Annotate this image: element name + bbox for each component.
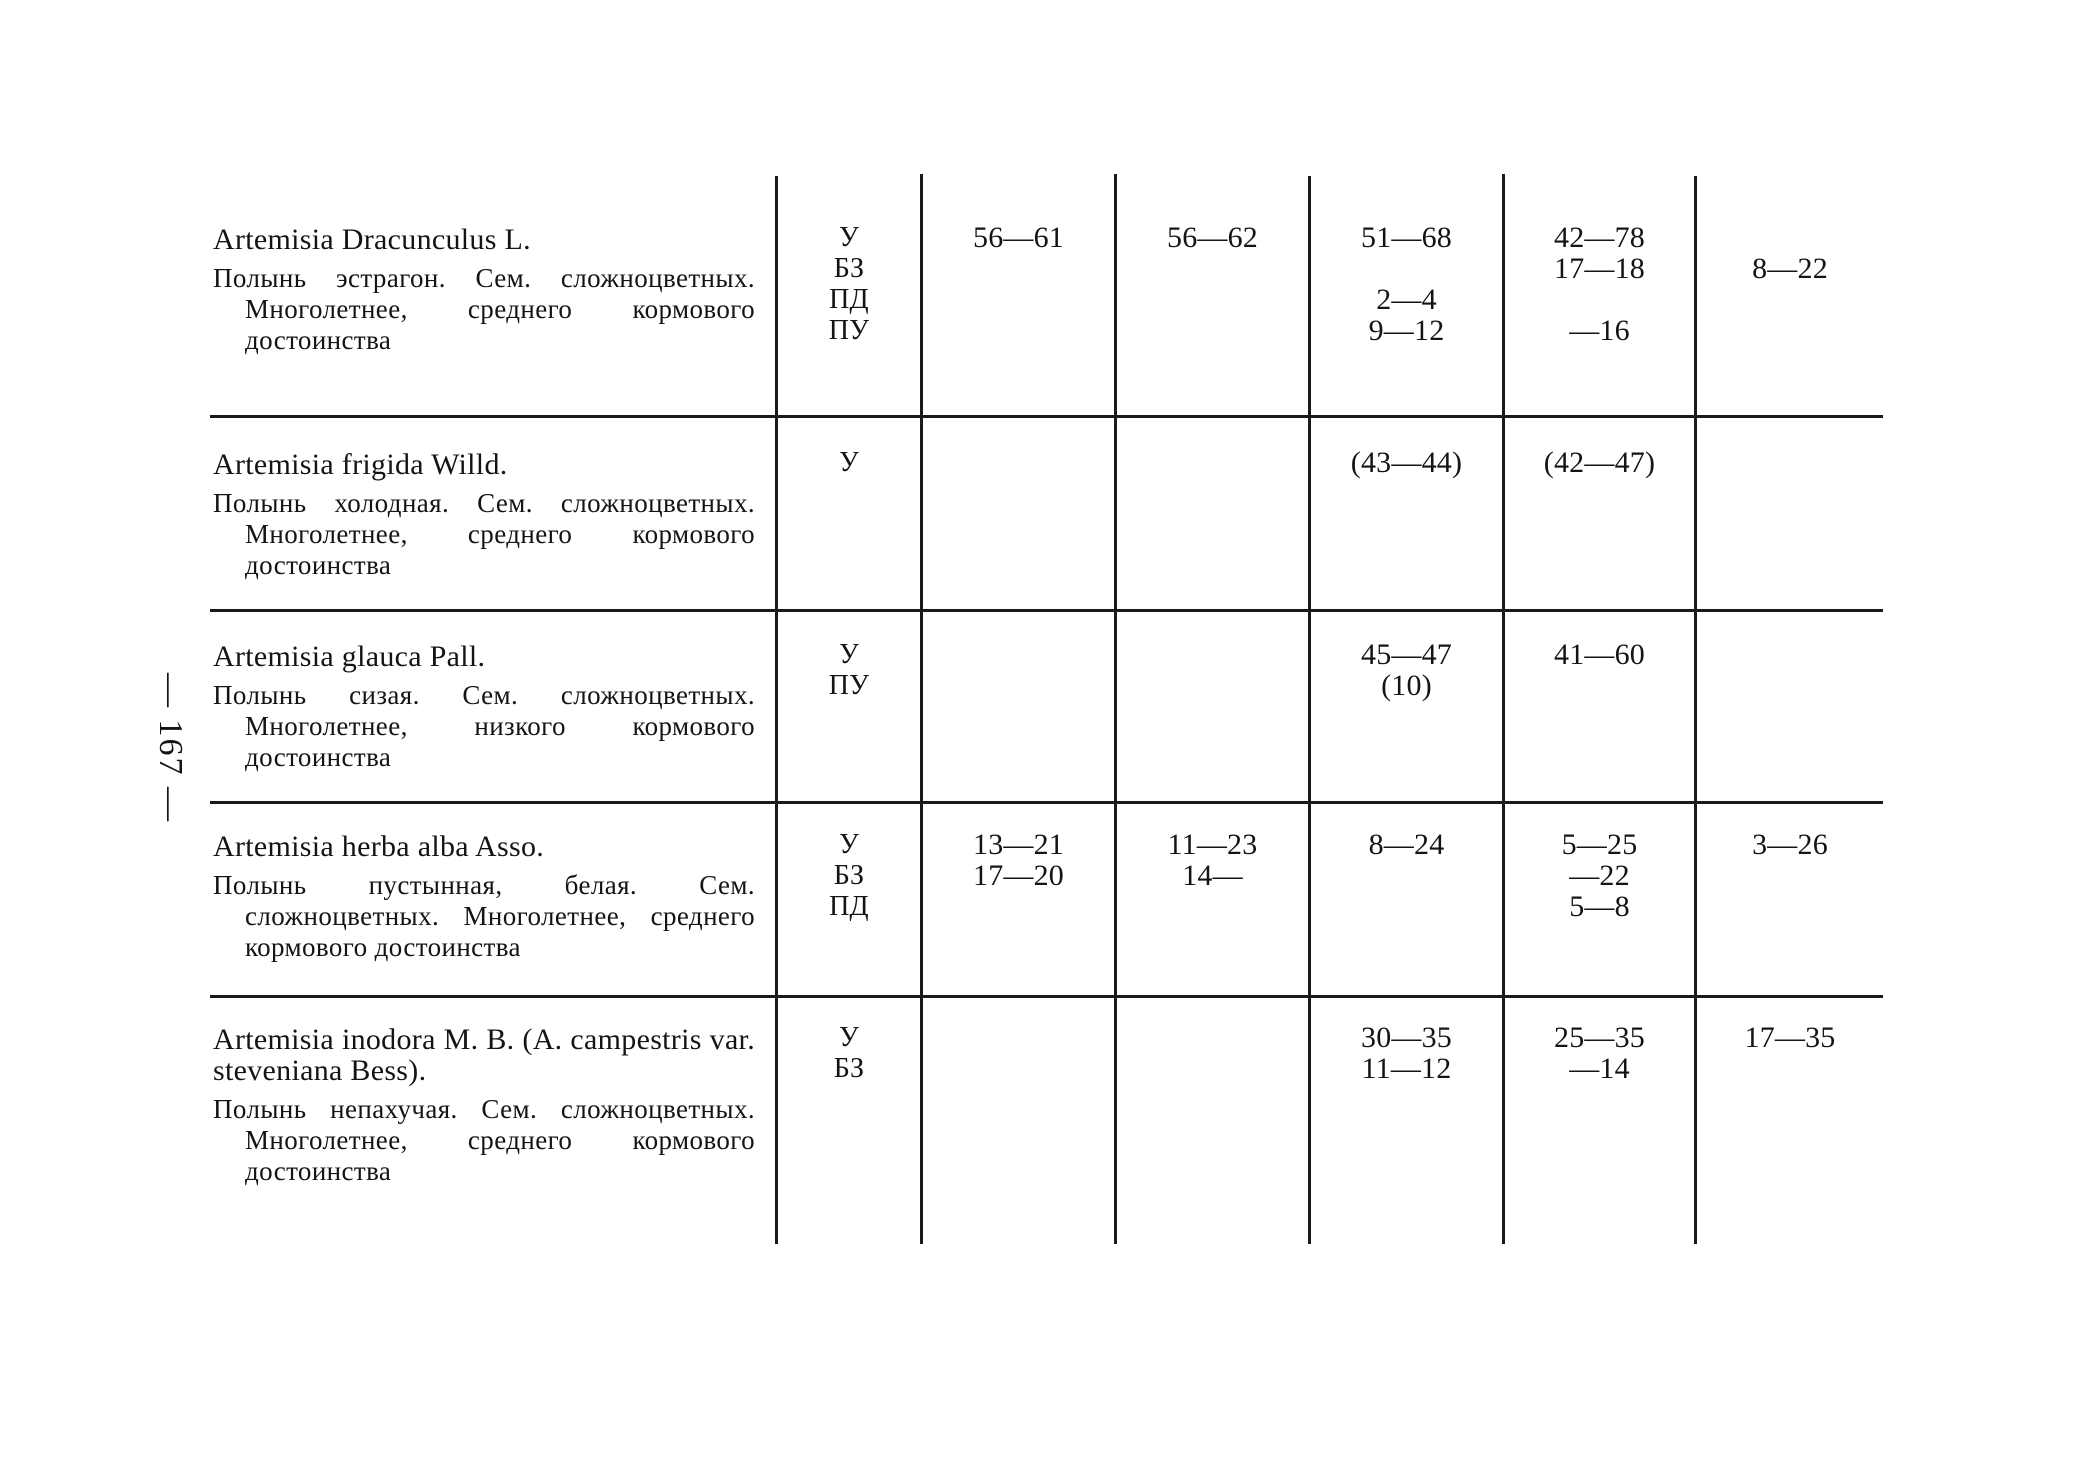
row-separator (210, 415, 1883, 418)
latin-name: Artemisia inodora M. B. (A. campestris var. steveniana Bess). (213, 1023, 755, 1087)
value-cell: 30—35 11—12 (1361, 1021, 1452, 1085)
species-cell (213, 641, 755, 773)
species-description: Полынь непахучая. Сем. сложноцветных. Многолетнее, среднего кормового достоинства (213, 1094, 755, 1186)
zone-cell: У ПУ (828, 639, 870, 701)
value-cell: 45—47 (10) (1361, 638, 1452, 702)
latin-name: Artemisia herba alba Asso. (213, 830, 545, 863)
species-cell (213, 831, 755, 963)
species-cell (213, 449, 755, 581)
value-cell: 5—25 —22 5—8 (1561, 828, 1638, 923)
value-cell: 8—22 (1752, 252, 1828, 285)
latin-name: Artemisia glauca Pall. (213, 640, 486, 673)
value-cell: 42—78 17—18 —16 (1554, 221, 1645, 347)
value-cell: 11—23 14— (1167, 828, 1258, 892)
row-separator (210, 801, 1883, 804)
zone-cell: У БЗ ПД ПУ (828, 222, 870, 346)
value-cell: 25—35 —14 (1554, 1021, 1645, 1085)
column-rule (1114, 174, 1117, 1244)
value-cell: 41—60 (1554, 638, 1645, 671)
value-cell: (42—47) (1543, 446, 1656, 479)
value-cell: 13—21 17—20 (973, 828, 1064, 892)
species-description: Полынь холодная. Сем. сложноцветных. Многолетнее, среднего кормового достоинства (213, 488, 755, 580)
value-cell: 56—62 (1167, 221, 1258, 254)
value-cell: (43—44) (1350, 446, 1463, 479)
species-description: Полынь сизая. Сем. сложноцветных. Многолетнее, низкого кормового достоинства (213, 680, 755, 772)
latin-name: Artemisia Dracunculus L. (213, 223, 531, 256)
value-cell: 8—24 (1368, 828, 1445, 861)
species-cell (213, 1024, 755, 1187)
zone-cell: У БЗ ПД (829, 829, 869, 922)
column-rule (920, 174, 923, 1244)
column-rule (1694, 176, 1697, 1244)
row-separator (210, 995, 1883, 998)
latin-name: Artemisia frigida Willd. (213, 448, 508, 481)
page-number-text: — 167 — (152, 673, 189, 823)
value-cell: 17—35 (1744, 1021, 1836, 1054)
species-description: Полынь пустынная, белая. Сем. сложноцветных. Многолетнее, среднего кормового достоинства (213, 870, 755, 962)
row-separator (210, 609, 1883, 612)
zone-cell: У (838, 447, 860, 478)
zone-cell: У БЗ (833, 1022, 865, 1084)
species-cell (213, 224, 755, 356)
value-cell: 56—61 (973, 221, 1064, 254)
value-cell: 51—68 2—4 9—12 (1361, 221, 1452, 347)
species-description: Полынь эстрагон. Сем. сложноцветных. Многолетнее, среднего кормового достоинства (213, 263, 755, 355)
value-cell: 3—26 (1752, 828, 1828, 861)
